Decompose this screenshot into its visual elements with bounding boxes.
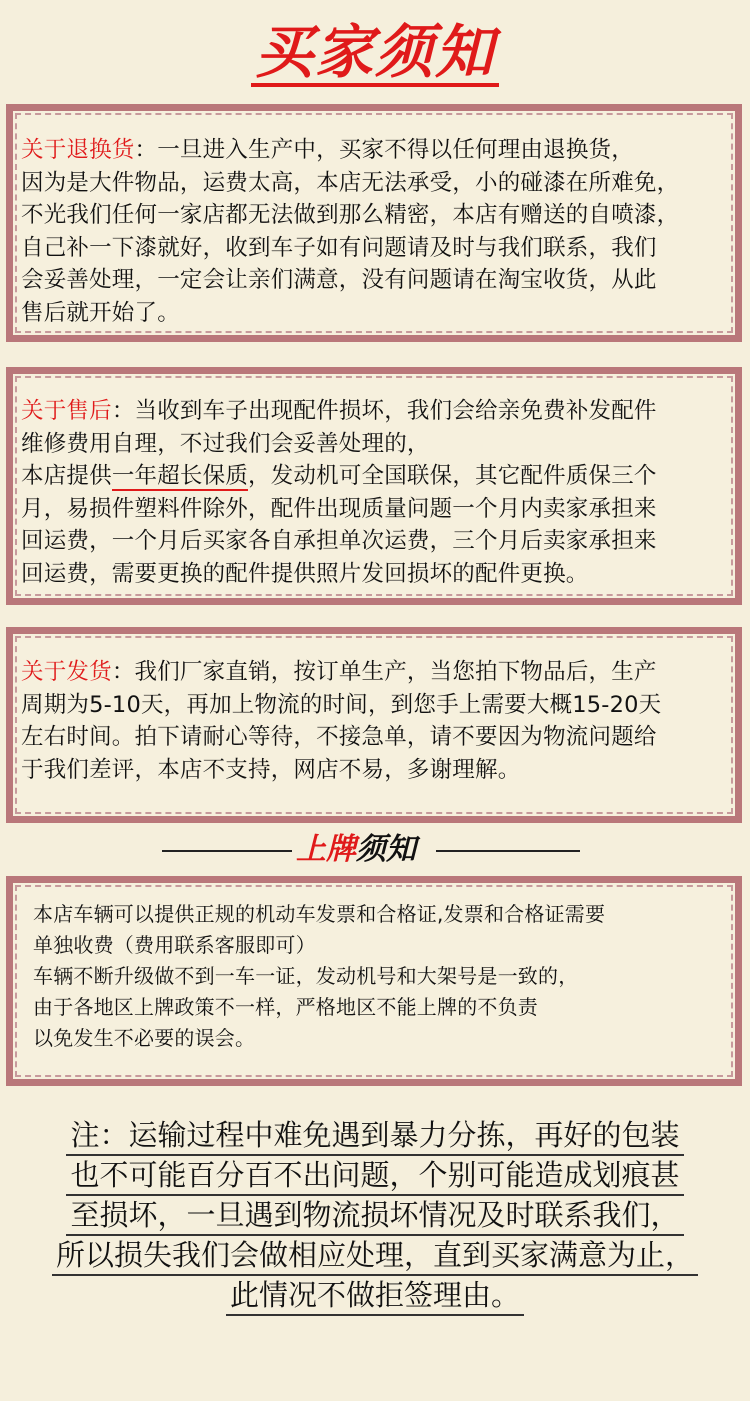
aftersale-line: 月，易损件塑料件除外，配件出现质量问题一个月内卖家承担来 [21, 495, 657, 522]
page-title: 买家须知 [0, 18, 750, 87]
plate-section [6, 876, 742, 1086]
note-line: 所以损失我们会做相应处理，直到买家满意为止， [52, 1236, 698, 1276]
plate-line: 车辆不断升级做不到一车一证，发动机号和大架号是一致的， [33, 964, 579, 988]
returns-line: 不光我们任何一家店都无法做到那么精密，本店有赠送的自喷漆， [21, 202, 680, 228]
aftersale-heading: 关于售后 [21, 398, 112, 424]
divider [162, 850, 292, 852]
plate-subtitle: 上牌须知 [0, 828, 750, 872]
returns-heading: 关于退换货 [21, 137, 135, 163]
note-line: 也不可能百分百不出问题，个别可能造成划痕甚 [66, 1156, 683, 1196]
shipping-line: 于我们差评，本店不支持，网店不易，多谢理解。 [21, 756, 521, 783]
aftersale-section: 关于售后：当收到车子出现配件损坏，我们会给亲免费补发配件 维修费用自理，不过我们会妥善处理的， 本店提供一年超长保质，发动机可全国联保，其它配件质保三个 月，易损件塑料件除外，配件出现质量问题一个月内卖家承担来 回运费，一个月后买家各自承担单次运费，三个月后卖家承担来 回运费，需要更换的配件提供照片发回损坏的配件更换。 [6, 367, 742, 605]
plate-line: 由于各地区上牌政策不一样，严格地区不能上牌的不负责 [33, 995, 538, 1019]
returns-line: 售后就开始了。 [21, 299, 180, 326]
returns-line: 因为是大件物品，运费太高，本店无法承受，小的碰漆在所难免， [21, 169, 680, 196]
shipping-section: 关于发货：我们厂家直销，按订单生产，当您拍下物品后，生产 周期为5-10天，再加上物流的时间，到您手上需要大概15-20天 左右时间。拍下请耐心等待，不接急单，请不要因为物流问题给 于我们差评，本店不支持，网店不易，多谢理解。 [6, 627, 742, 823]
aftersale-line: 回运费，一个月后买家各自承担单次运费，三个月后卖家承担来 [21, 528, 657, 554]
aftersale-line: 回运费，需要更换的配件提供照片发回损坏的配件更换。 [21, 560, 589, 587]
warranty-highlight: 一年超长保质 [111, 463, 249, 489]
shipping-line: 左右时间。拍下请耐心等待，不接急单，请不要因为物流问题给 [21, 724, 657, 750]
note-line: 至损坏，一旦遇到物流损坏情况及时联系我们， [66, 1196, 683, 1236]
aftersale-line: 维修费用自理，不过我们会妥善处理的， [21, 430, 430, 457]
returns-section: 关于退换货：一旦进入生产中，买家不得以任何理由退换货， 因为是大件物品，运费太高，本店无法承受，小的碰漆在所难免， 不光我们任何一家店都无法做到那么精密，本店有赠送的自喷漆， 自己补一下漆就好，收到车子如有问题请及时与我们联系，我们 会妥善处理，一定会让亲们满意，没有问题请在淘宝收货，从此 售后就开始了。 [6, 104, 742, 342]
returns-line: 会妥善处理，一定会让亲们满意，没有问题请在淘宝收货，从此 [21, 267, 657, 293]
note-line: 注：运输过程中难免遇到暴力分拣，再好的包装 [66, 1116, 683, 1156]
plate-line: 本店车辆可以提供正规的机动车发票和合格证,发票和合格证需要 [33, 902, 606, 926]
note-line: 此情况不做拒签理由。 [226, 1276, 524, 1316]
divider [436, 850, 580, 852]
shipping-heading: 关于发货 [21, 659, 112, 685]
shipping-line: 周期为5-10天，再加上物流的时间，到您手上需要大概15-20天 [21, 691, 662, 718]
plate-line: 单独收费（费用联系客服即可） [33, 933, 316, 957]
returns-line: 自己补一下漆就好，收到车子如有问题请及时与我们联系，我们 [21, 234, 657, 261]
plate-line: 以免发生不必要的误会。 [33, 1026, 256, 1050]
shipping-note [0, 1116, 750, 1316]
